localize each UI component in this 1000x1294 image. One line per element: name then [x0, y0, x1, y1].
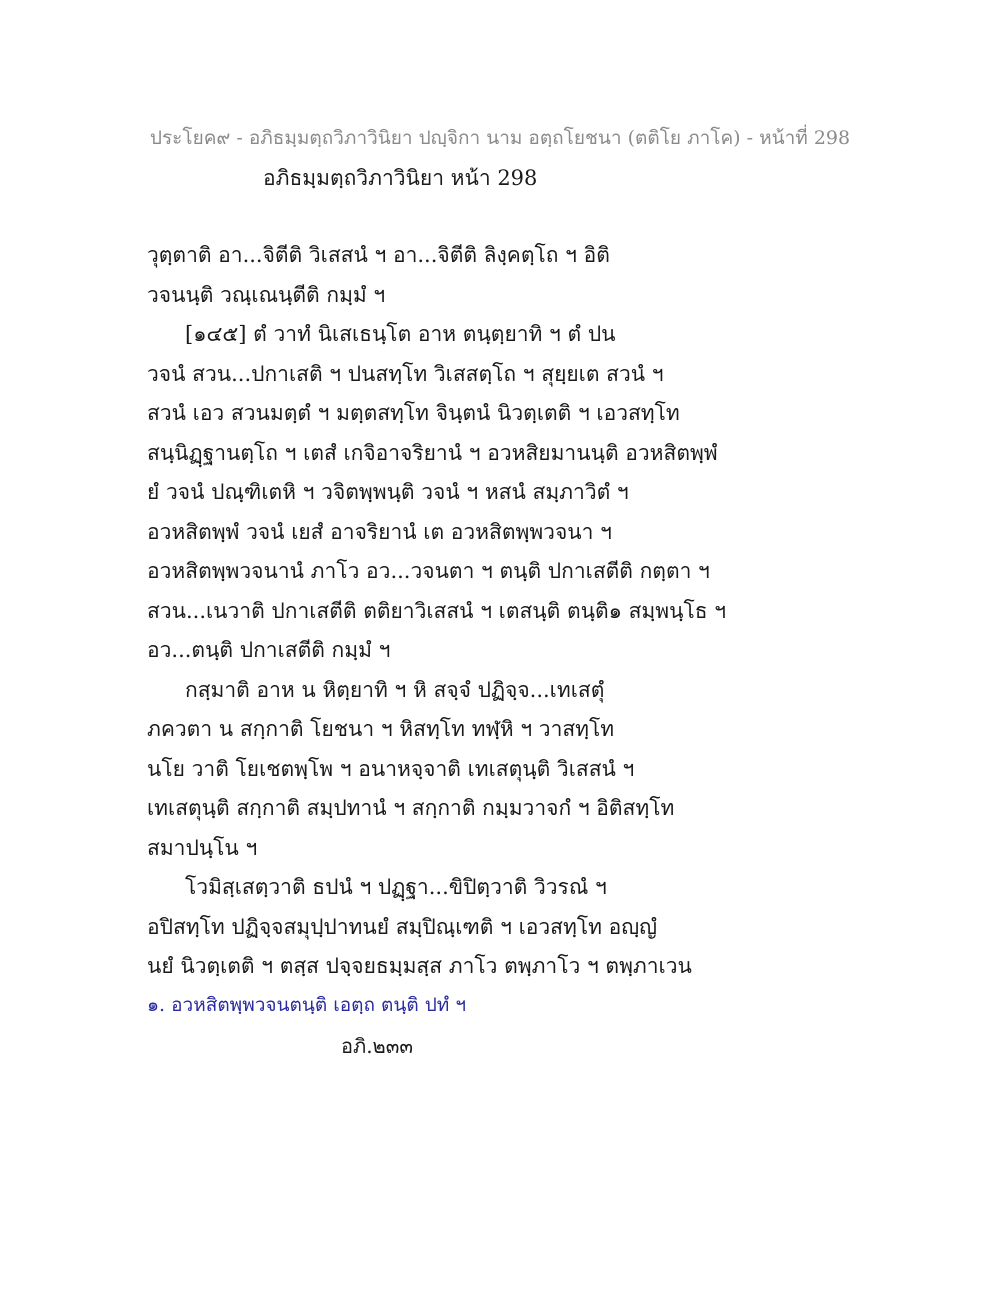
- body-line: กสฺมาติ อาห น หิตฺยาทิ ฯ หิ สจฺจํ ปฏิจฺจ...เทเสตุํ: [185, 677, 605, 702]
- body-line: ภควตา น สกฺกาติ โยชนา ฯ หิสทฺโท ทฬฺหิ ฯ วาสทฺโท: [147, 717, 615, 741]
- body-line: อว...ตนฺติ ปกาเสตีติ กมฺมํ ฯ: [147, 638, 391, 662]
- body-line: สนฺนิฏฺฐานตฺโถ ฯ เตสํ เกจิอาจริยานํ ฯ อวหสิยมานนฺติ อวหสิตพฺพํ: [147, 440, 718, 465]
- body-line: นยํ นิวตฺเตติ ฯ ตสฺส ปจฺจยธมฺมสฺส ภาโว ตพฺภาโว ฯ ตพฺภาเวน: [147, 954, 692, 978]
- body-line: สวนํ เอว สวนมตฺตํ ฯ มตฺตสทฺโท จินฺตนํ นิวตฺเตติ ฯ เอวสทฺโท: [147, 401, 680, 425]
- body-line: วจนํ สวน...ปกาเสติ ฯ ปนสทฺโท วิเสสตฺโถ ฯ สุยฺยเต สวนํ ฯ: [147, 361, 664, 386]
- page-heading: อภิธมฺมตฺถวิภาวินิยา หน้า 298: [263, 166, 538, 190]
- body-line: อปิสทฺโท ปฏิจฺจสมุปฺปาทนยํ สมฺปิณฺเฑติ ฯ เอวสทฺโท อญฺญํ: [147, 914, 658, 939]
- running-header-text: ประโยค๙ - อภิธมฺมตฺถวิภาวินิยา ปญฺจิกา นาม อตฺถโยชนา (ตติโย ภาโค) - หน้าที่ 298: [149, 127, 851, 149]
- body-line: อวหสิตพฺพํ วจนํ เยสํ อาจริยานํ เต อวหสิตพฺพวจนา ฯ: [147, 519, 612, 544]
- running-header: [0, 123, 1000, 153]
- body-line: นโย วาติ โยเชตพฺโพ ฯ อนาหจฺจาติ เทเสตุนฺติ วิเสสนํ ฯ: [147, 756, 635, 781]
- body-line: [๑๔๕] ตํ วาทํ นิเสเธนฺโต อาห ตนฺตฺยาทิ ฯ ตํ ปน: [185, 322, 616, 346]
- body-line: เทเสตุนฺติ สกฺกาติ สมฺปทานํ ฯ สกฺกาติ กมฺมวาจกํ ฯ อิติสทฺโท: [147, 796, 675, 820]
- body-line: โวมิสฺเสตฺวาติ ธปนํ ฯ ปฏฺฐา...ขิปิตฺวาติ วิวรณํ ฯ: [185, 875, 607, 899]
- page-reference: อภิ.๒๓๓: [341, 1034, 414, 1058]
- body-line: สมาปนฺโน ฯ: [147, 835, 258, 860]
- body-line: อวหสิตพฺพวจนานํ ภาโว อว...วจนตา ฯ ตนฺติ ปกาเสตีติ กตฺตา ฯ: [147, 559, 710, 583]
- footnote: ๑. อวหสิตพฺพวจนตนฺติ เอตฺถ ตนฺติ ปทํ ฯ: [147, 994, 467, 1016]
- body-line: ยํ วจนํ ปณฺฑิเตหิ ฯ วจิตพฺพนฺติ วจนํ ฯ หสนํ สมฺภาวิตํ ฯ: [147, 480, 629, 504]
- body-line: วุตฺตาติ อา...จิตีติ วิเสสนํ ฯ อา...จิตีติ ลิงฺคตฺโถ ฯ อิติ: [147, 243, 610, 267]
- body-line: สวน...เนวาติ ปกาเสตีติ ตติยาวิเสสนํ ฯ เตสนฺติ ตนฺติ๑ สมฺพนฺโธ ฯ: [147, 598, 727, 623]
- body-line: วจนนฺติ วณฺเณนฺตีติ กมฺมํ ฯ: [147, 282, 386, 307]
- body-text: [147, 236, 867, 987]
